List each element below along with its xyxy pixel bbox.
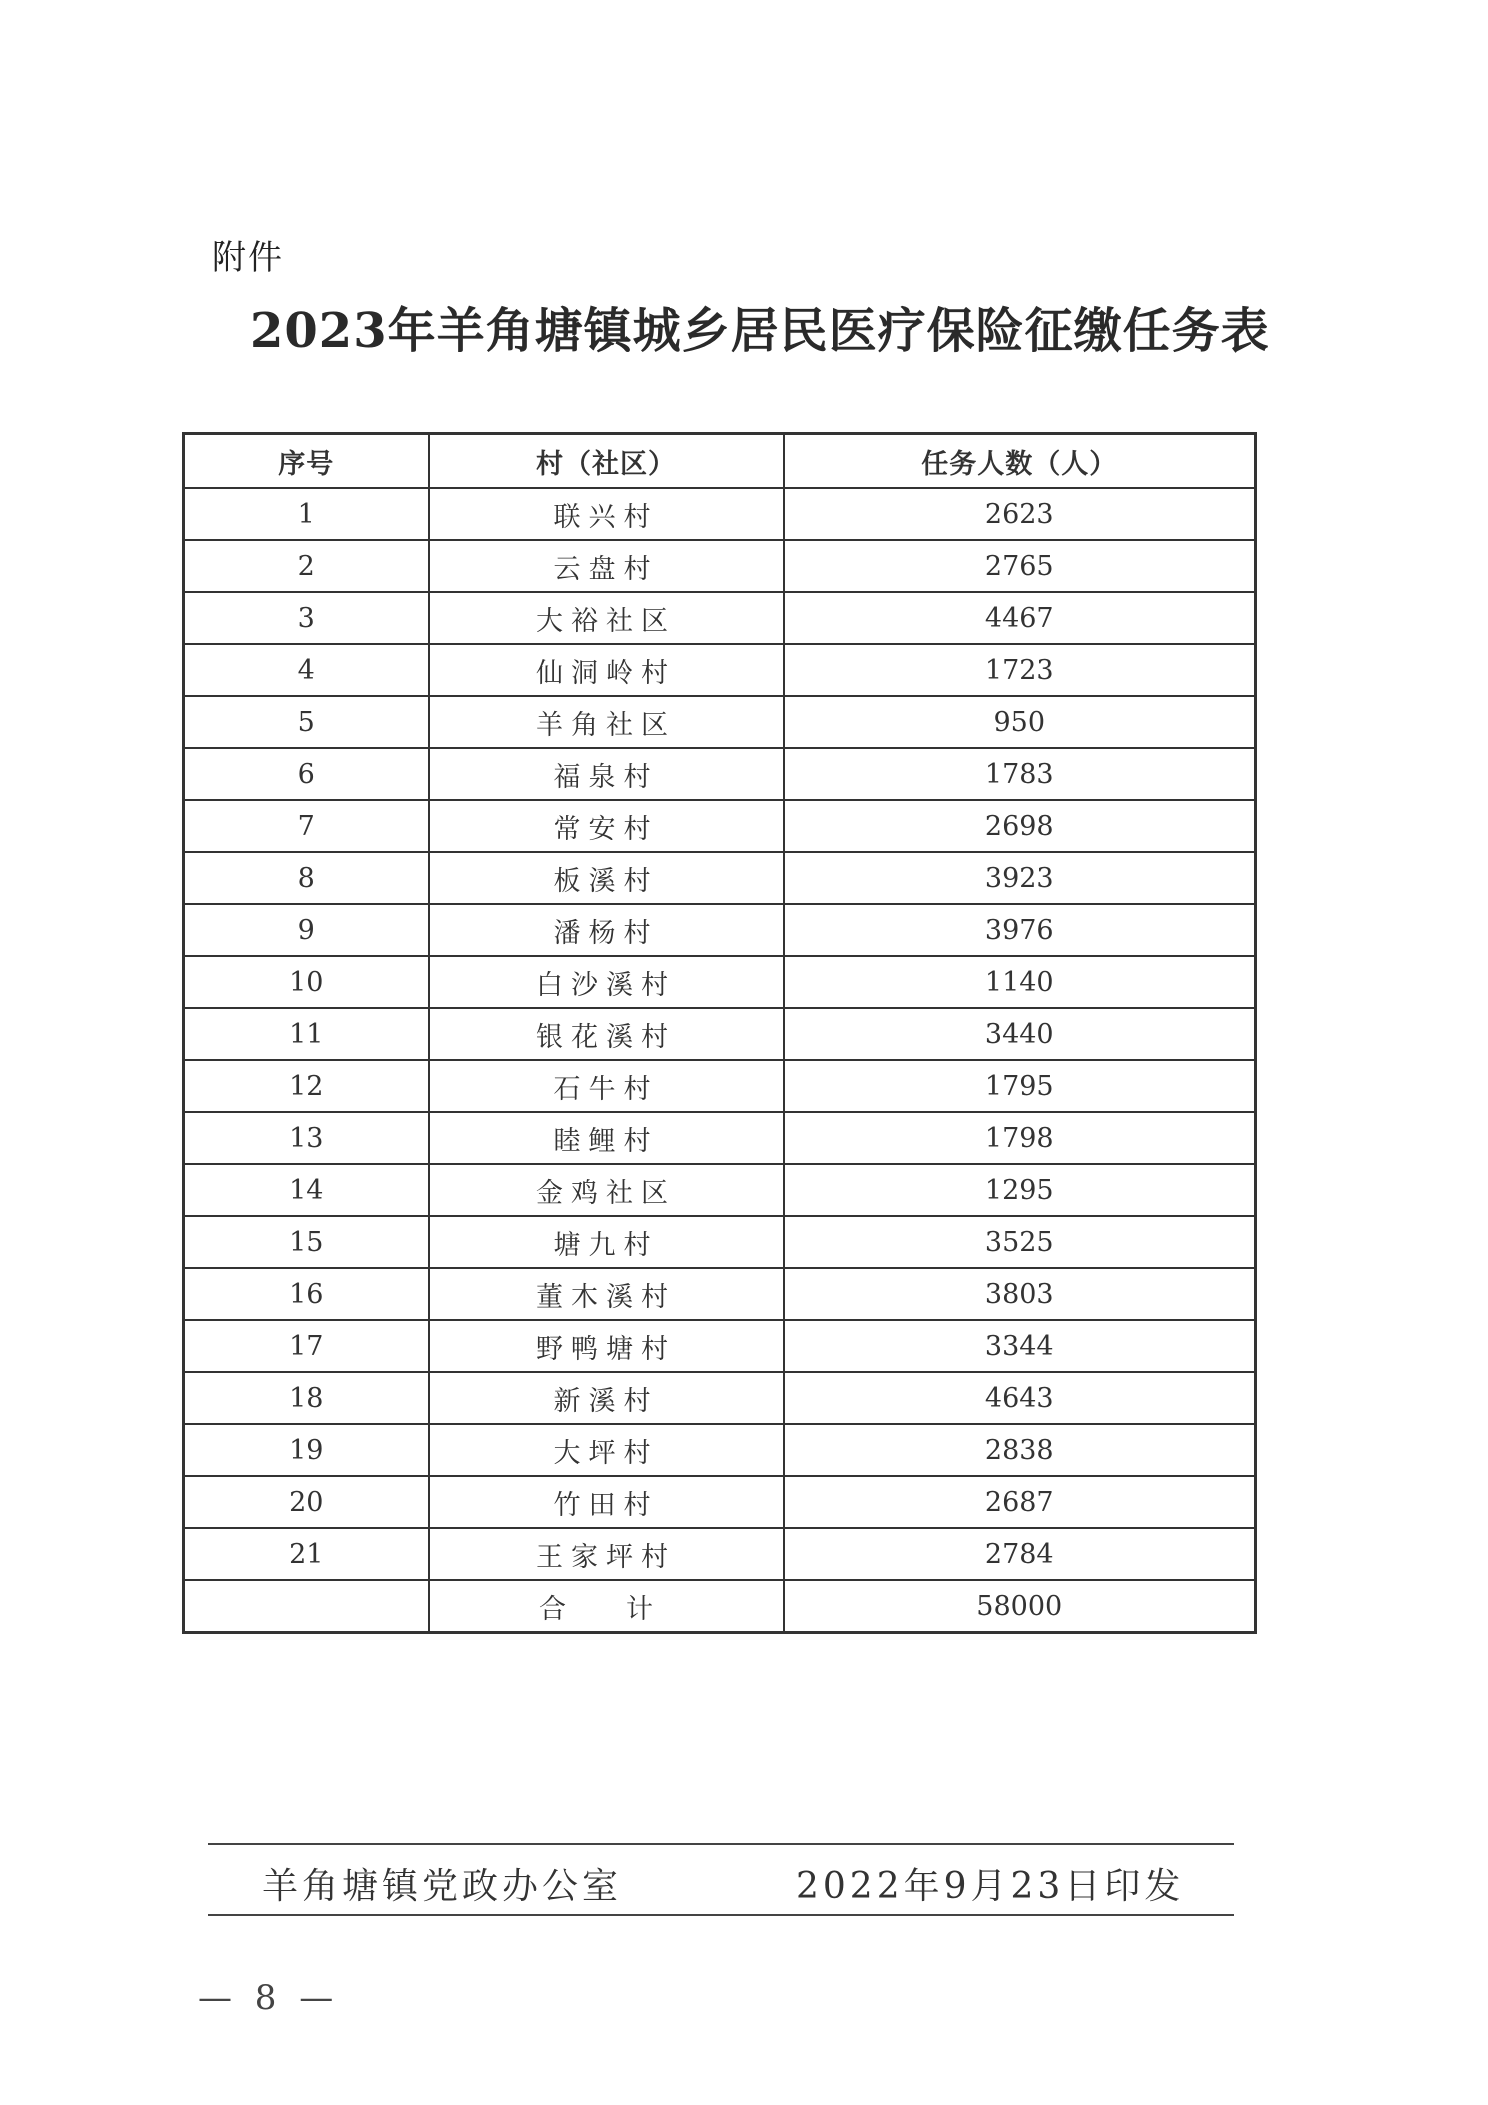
footer-issuer: 羊角塘镇党政办公室 xyxy=(262,1866,623,1907)
cell-village: 董木溪村 xyxy=(429,1268,784,1320)
cell-seq: 17 xyxy=(184,1320,429,1372)
header-village: 村（社区） xyxy=(429,434,784,489)
table-row xyxy=(184,1268,1256,1320)
table-row xyxy=(184,696,1256,748)
table-row xyxy=(184,956,1256,1008)
table-row xyxy=(184,1060,1256,1112)
table-row xyxy=(184,852,1256,904)
cell-count: 1140 xyxy=(784,956,1256,1008)
table-row xyxy=(184,592,1256,644)
table-row xyxy=(184,1424,1256,1476)
total-count: 58000 xyxy=(784,1580,1256,1633)
cell-seq: 16 xyxy=(184,1268,429,1320)
cell-count: 2623 xyxy=(784,488,1256,540)
cell-seq: 9 xyxy=(184,904,429,956)
cell-seq: 1 xyxy=(184,488,429,540)
cell-seq: 6 xyxy=(184,748,429,800)
cell-seq: 15 xyxy=(184,1216,429,1268)
cell-seq: 11 xyxy=(184,1008,429,1060)
table-row xyxy=(184,1216,1256,1268)
footer-date: 2022年9月23日印发 xyxy=(796,1866,1185,1907)
cell-seq: 21 xyxy=(184,1528,429,1580)
table-row xyxy=(184,800,1256,852)
header-count: 任务人数（人） xyxy=(784,434,1256,489)
cell-count: 3344 xyxy=(784,1320,1256,1372)
cell-count: 3440 xyxy=(784,1008,1256,1060)
cell-village: 福泉村 xyxy=(429,748,784,800)
cell-seq: 8 xyxy=(184,852,429,904)
cell-count: 1795 xyxy=(784,1060,1256,1112)
cell-village: 大裕社区 xyxy=(429,592,784,644)
cell-count: 4467 xyxy=(784,592,1256,644)
footer-rule-top xyxy=(208,1843,1234,1845)
cell-village: 银花溪村 xyxy=(429,1008,784,1060)
cell-seq: 18 xyxy=(184,1372,429,1424)
cell-seq: 13 xyxy=(184,1112,429,1164)
cell-count: 3803 xyxy=(784,1268,1256,1320)
header-seq: 序号 xyxy=(184,434,429,489)
cell-village: 睦鲤村 xyxy=(429,1112,784,1164)
cell-seq: 3 xyxy=(184,592,429,644)
table-row xyxy=(184,1112,1256,1164)
cell-seq: 7 xyxy=(184,800,429,852)
cell-village: 新溪村 xyxy=(429,1372,784,1424)
table-row xyxy=(184,1372,1256,1424)
cell-count: 1783 xyxy=(784,748,1256,800)
cell-count: 950 xyxy=(784,696,1256,748)
cell-count: 4643 xyxy=(784,1372,1256,1424)
table-row xyxy=(184,644,1256,696)
cell-village: 潘杨村 xyxy=(429,904,784,956)
cell-seq: 5 xyxy=(184,696,429,748)
table-header-row xyxy=(184,434,1256,489)
page-number: — 8 — xyxy=(198,1978,340,2018)
cell-seq: 4 xyxy=(184,644,429,696)
cell-village: 石牛村 xyxy=(429,1060,784,1112)
cell-seq: 19 xyxy=(184,1424,429,1476)
table-row xyxy=(184,1320,1256,1372)
cell-count: 2838 xyxy=(784,1424,1256,1476)
total-label: 合计 xyxy=(429,1580,784,1633)
table-row xyxy=(184,748,1256,800)
cell-count: 2784 xyxy=(784,1528,1256,1580)
cell-seq: 20 xyxy=(184,1476,429,1528)
table-row xyxy=(184,540,1256,592)
cell-village: 塘九村 xyxy=(429,1216,784,1268)
cell-count: 3976 xyxy=(784,904,1256,956)
cell-village: 野鸭塘村 xyxy=(429,1320,784,1372)
attachment-label: 附件 xyxy=(212,238,284,278)
cell-seq: 2 xyxy=(184,540,429,592)
total-seq xyxy=(184,1580,429,1633)
cell-seq: 14 xyxy=(184,1164,429,1216)
table-row xyxy=(184,488,1256,540)
table-row xyxy=(184,1008,1256,1060)
cell-village: 金鸡社区 xyxy=(429,1164,784,1216)
cell-village: 竹田村 xyxy=(429,1476,784,1528)
table-body xyxy=(184,488,1256,1633)
page-title: 2023年羊角塘镇城乡居民医疗保险征缴任务表 xyxy=(250,303,1270,359)
cell-count: 3525 xyxy=(784,1216,1256,1268)
cell-village: 白沙溪村 xyxy=(429,956,784,1008)
cell-count: 1723 xyxy=(784,644,1256,696)
cell-village: 常安村 xyxy=(429,800,784,852)
cell-count: 1798 xyxy=(784,1112,1256,1164)
cell-seq: 10 xyxy=(184,956,429,1008)
cell-village: 板溪村 xyxy=(429,852,784,904)
cell-village: 王家坪村 xyxy=(429,1528,784,1580)
cell-village: 仙洞岭村 xyxy=(429,644,784,696)
table-row xyxy=(184,1164,1256,1216)
task-table xyxy=(182,432,1257,1634)
cell-seq: 12 xyxy=(184,1060,429,1112)
cell-count: 3923 xyxy=(784,852,1256,904)
footer-rule-bottom xyxy=(208,1914,1234,1916)
cell-village: 大坪村 xyxy=(429,1424,784,1476)
cell-village: 羊角社区 xyxy=(429,696,784,748)
cell-count: 2765 xyxy=(784,540,1256,592)
table-row xyxy=(184,1476,1256,1528)
table-row xyxy=(184,904,1256,956)
cell-count: 1295 xyxy=(784,1164,1256,1216)
cell-count: 2698 xyxy=(784,800,1256,852)
cell-village: 云盘村 xyxy=(429,540,784,592)
cell-count: 2687 xyxy=(784,1476,1256,1528)
cell-village: 联兴村 xyxy=(429,488,784,540)
table-total-row xyxy=(184,1580,1256,1633)
table-row xyxy=(184,1528,1256,1580)
